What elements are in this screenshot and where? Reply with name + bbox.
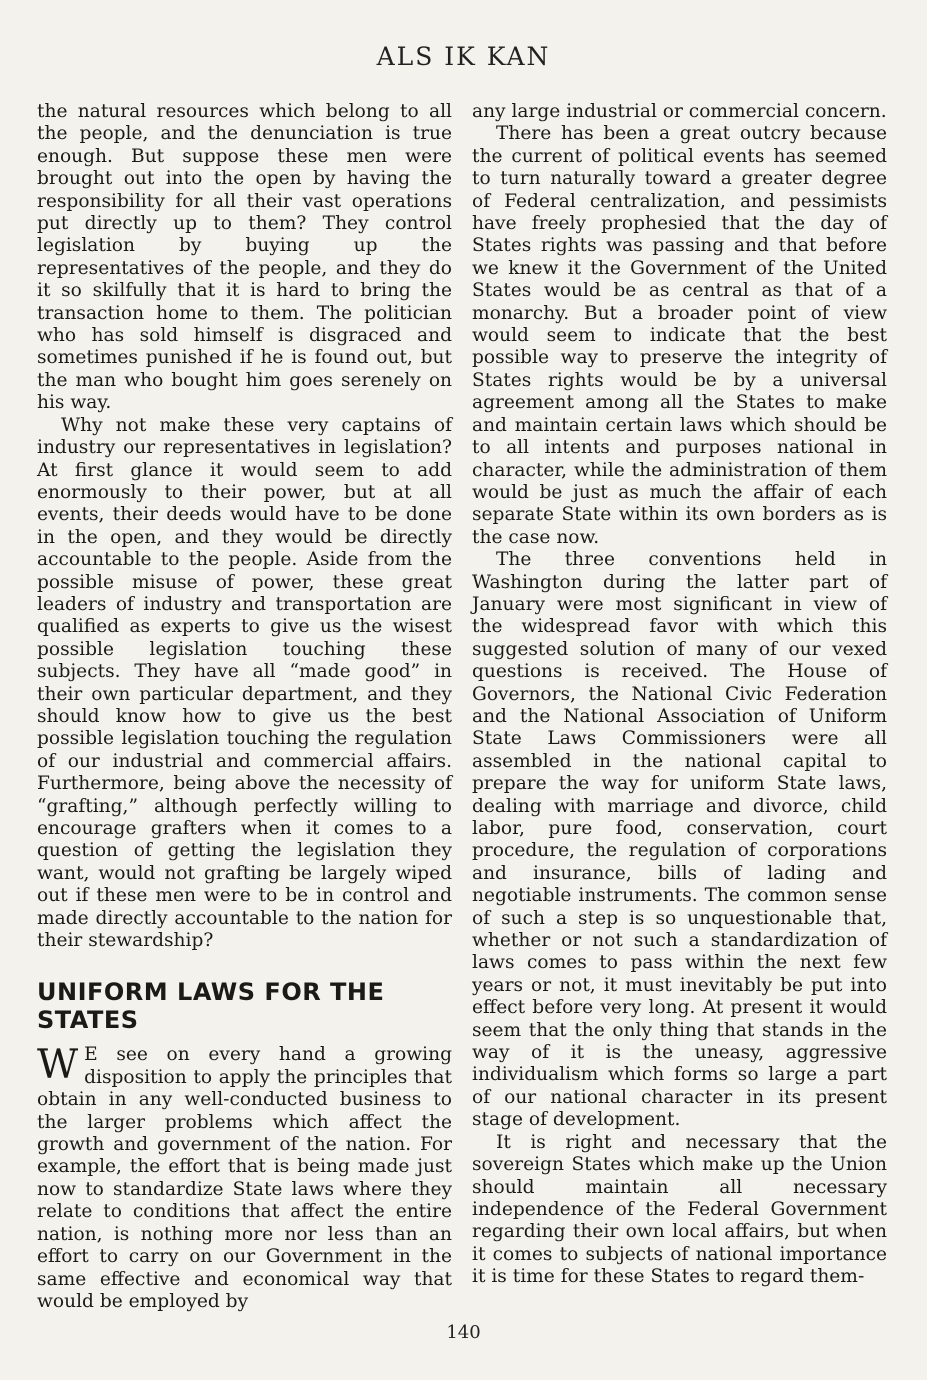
drop-cap: W (37, 1042, 79, 1089)
section-paragraph (37, 1044, 452, 1313)
section-paragraph-text: E see on every hand a growing disposition to apply the principles that obtain in any well-conducted business to the larger problems which affect the growth and government of the nation. For example, the effort that is being made just now to standardize State laws where they relate to conditions that affect the entire nation, is nothing more nor less than an effort to carry on our Government in the same effective and economical way that would be employed by (37, 1044, 452, 1312)
paragraph: the natural resources which belong to all the people, and the denunciation is true enough. But suppose these men were brought out into the open by having the responsibility for all their vast operations put directly up to them? They control legislation by buying up the representatives of the people, and they do it so skilfully that it is hard to bring the transaction home to them. The politician who has sold himself is disgraced and sometimes punished if he is found out, but the man who bought him goes serenely on his way. (37, 101, 452, 414)
paragraph: It is right and necessary that the sovereign States which make up the Union should maintain all necessary independence of the Federal Government regarding their own local affairs, but when it comes to subjects of national importance it is time for these States to regard them- (472, 1131, 887, 1288)
paragraph: any large industrial or commercial concern. (472, 101, 887, 122)
right-column (472, 101, 887, 1289)
left-column (37, 101, 452, 1313)
page-number: 140 (446, 1322, 481, 1343)
section-title: UNIFORM LAWS FOR THE STATES (37, 978, 385, 1035)
paragraph: The three conventions held in Washington during the latter part of January were most significant in view of the widespread favor with which this suggested solution of many of our vexed questions is received. The House of Governors, the National Civic Federation and the National Association of Uniform State Laws Commissioners were all assembled in the national capital to prepare the way for uniform State laws, dealing with marriage and divorce, child labor, pure food, conservation, court procedure, the regulation of corporations and insurance, bills of lading and negotiable instruments. The common sense of such a step is so unquestionable that, whether or not such a standardization of laws comes to pass within the next few years or not, it must inevitably be put into effect before very long. At present it would seem that the only thing that stands in the way of it is the uneasy, aggressive individualism which forms so large a part of our national character in its present stage of development. (472, 549, 887, 1131)
running-header: ALS IK KAN (376, 42, 551, 71)
paragraph: Why not make these very captains of industry our representatives in legislation? At first glance it would seem to add enormously to their power, but at all events, their deeds would have to be done in the open, and they would be directly accountable to the people. Aside from the possible misuse of power, these great leaders of industry and transportation are qualified as experts to give us the wisest possible legislation touching these subjects. They have all “made good” in their own particular department, and they should know how to give us the best possible legislation touching the regulation of our industrial and commercial affairs. Furthermore, being above the necessity of “grafting,” although perfectly willing to encourage grafters when it comes to a question of getting the legislation they want, would not grafting be largely wiped out if these men were to be in control and made directly accountable to the nation for their stewardship? (37, 414, 452, 952)
paragraph: There has been a great outcry because the current of political events has seemed to turn naturally toward a greater degree of Federal centralization, and pessimists have freely prophesied that the day of States rights was passing and that before we knew it the Government of the United States would be as central as that of a monarchy. But a broader point of view would seem to indicate that the best possible way to preserve the integrity of States rights would be by a universal agreement among all the States to make and maintain certain laws which should be to all intents and purposes national in character, while the administration of them would be just as much the affair of each separate State within its own borders as is the case now. (472, 123, 887, 548)
